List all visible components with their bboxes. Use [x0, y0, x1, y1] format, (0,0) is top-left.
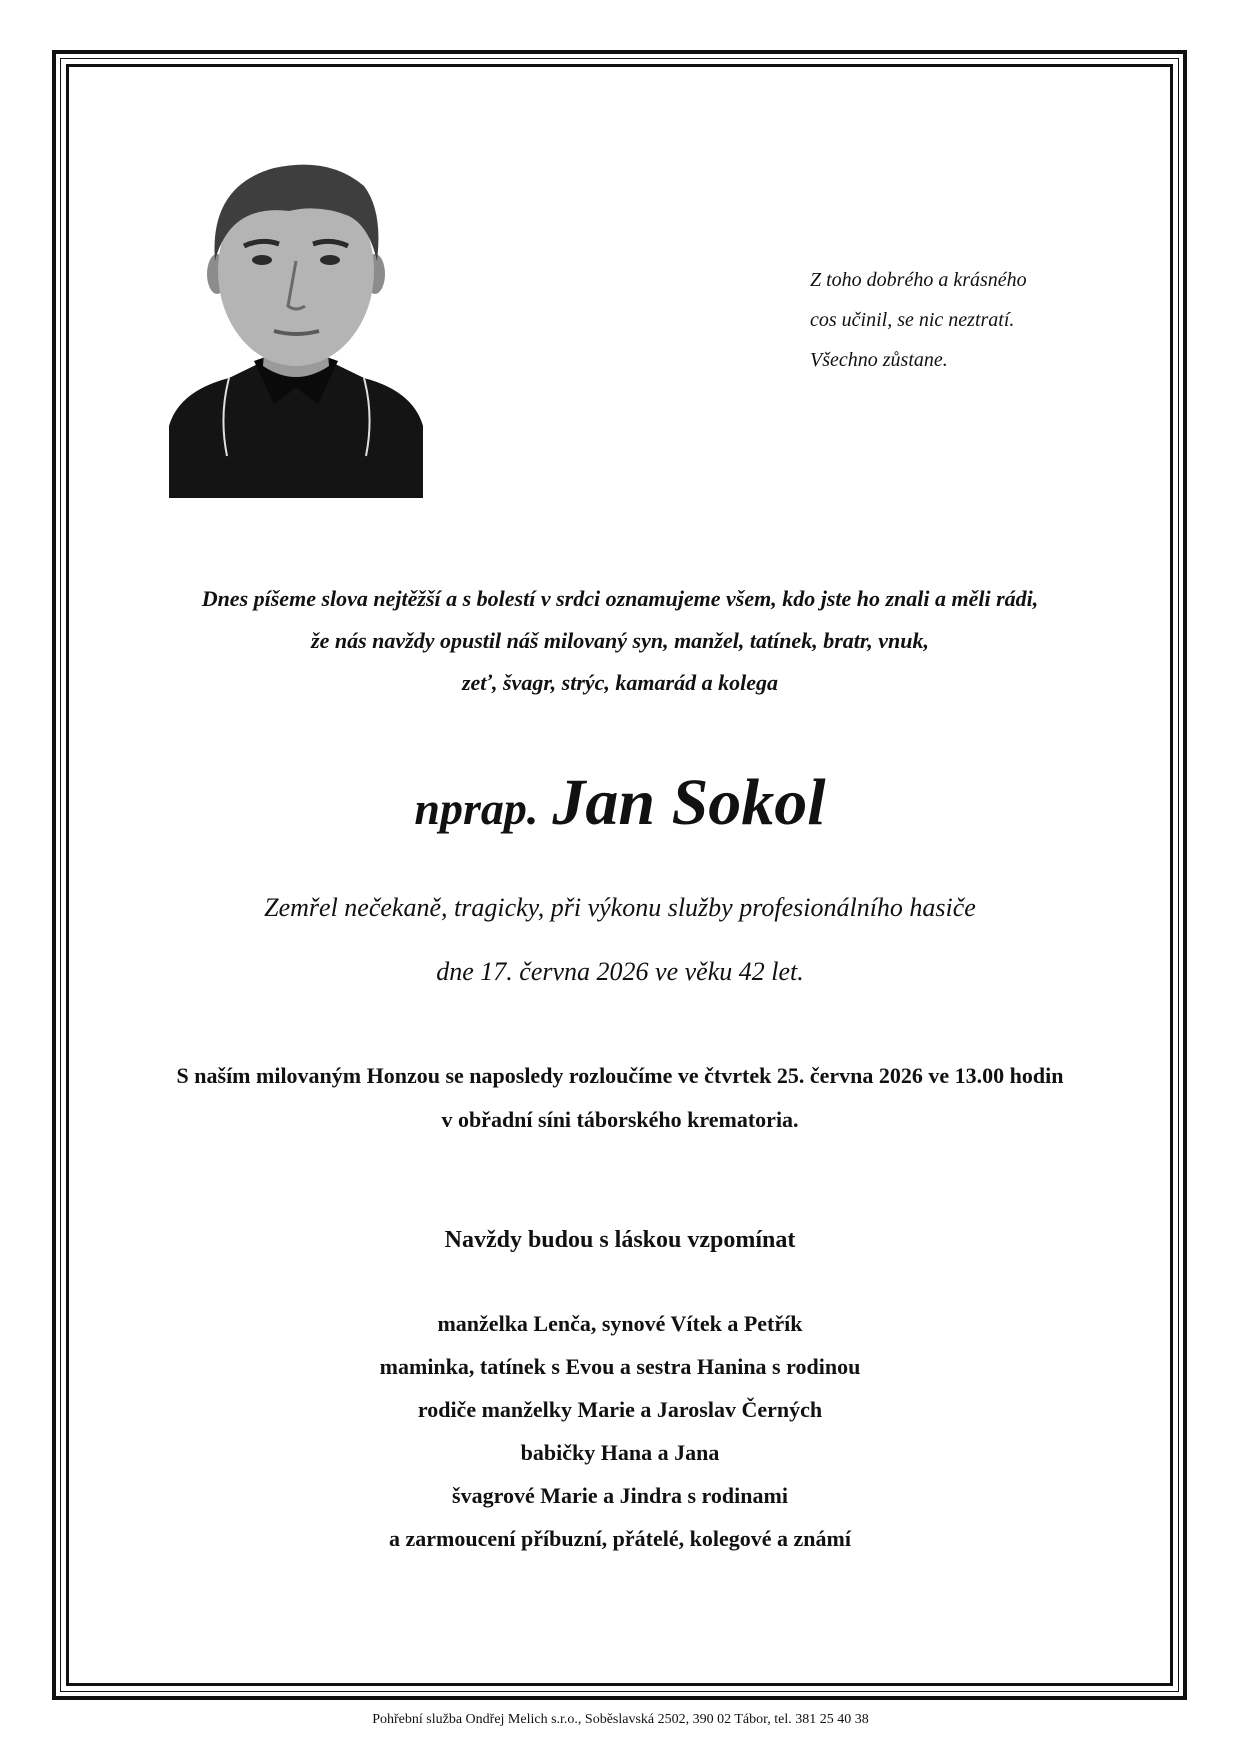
mourners-heading: Navždy budou s láskou vzpomínat [444, 1227, 796, 1253]
quote-line: cos učinil, se nic neztratí. [810, 309, 1015, 331]
announcement-line: zeť, švagr, strýc, kamarád a kolega [461, 670, 778, 695]
announcement-line: že nás navždy opustil náš milovaný syn, manžel, tatínek, bratr, vnuk, [311, 628, 929, 653]
announcement-line: Dnes píšeme slova nejtěžší a s bolestí v srdci oznamujeme všem, kdo jste ho znali a měli rádi, [201, 586, 1039, 611]
ceremony-line: S naším milovaným Honzou se naposledy rozloučíme ve čtvrtek 25. června 2026 ve 13.00 hodin [176, 1063, 1064, 1088]
deceased-fullname: Jan Sokol [552, 766, 826, 839]
mourner-line: a zarmoucení příbuzní, přátelé, kolegové a známí [389, 1526, 851, 1551]
mourner-line: rodiče manželky Marie a Jaroslav Černých [417, 1397, 823, 1422]
ceremony-line: v obřadní síni táborského krematoria. [441, 1107, 799, 1132]
ceremony-info [70, 1054, 1170, 1142]
death-info [70, 876, 1170, 1004]
portrait-photo-icon [169, 156, 423, 498]
funeral-service-footer: Pohřební služba Ondřej Melich s.r.o., Soběslavská 2502, 390 02 Tábor, tel. 381 25 40 38 [372, 1712, 869, 1727]
death-info-line: Zemřel nečekaně, tragicky, při výkonu služby profesionálního hasiče [264, 893, 976, 922]
memorial-quote [810, 260, 1130, 380]
mourner-line: maminka, tatínek s Evou a sestra Hanina s rodinou [379, 1354, 861, 1379]
deceased-name [70, 768, 1170, 844]
announcement-text [70, 578, 1170, 704]
quote-line: Z toho dobrého a krásného [810, 269, 1027, 291]
deceased-rank: nprap. [414, 783, 539, 834]
mourner-line: manželka Lenča, synové Vítek a Petřík [437, 1311, 803, 1336]
mourner-line: babičky Hana a Jana [520, 1440, 720, 1465]
mourner-line: švagrové Marie a Jindra s rodinami [452, 1483, 788, 1508]
death-info-line: dne 17. června 2026 ve věku 42 let. [436, 957, 804, 986]
mourners-list [70, 1302, 1170, 1560]
quote-line: Všechno zůstane. [810, 349, 948, 371]
